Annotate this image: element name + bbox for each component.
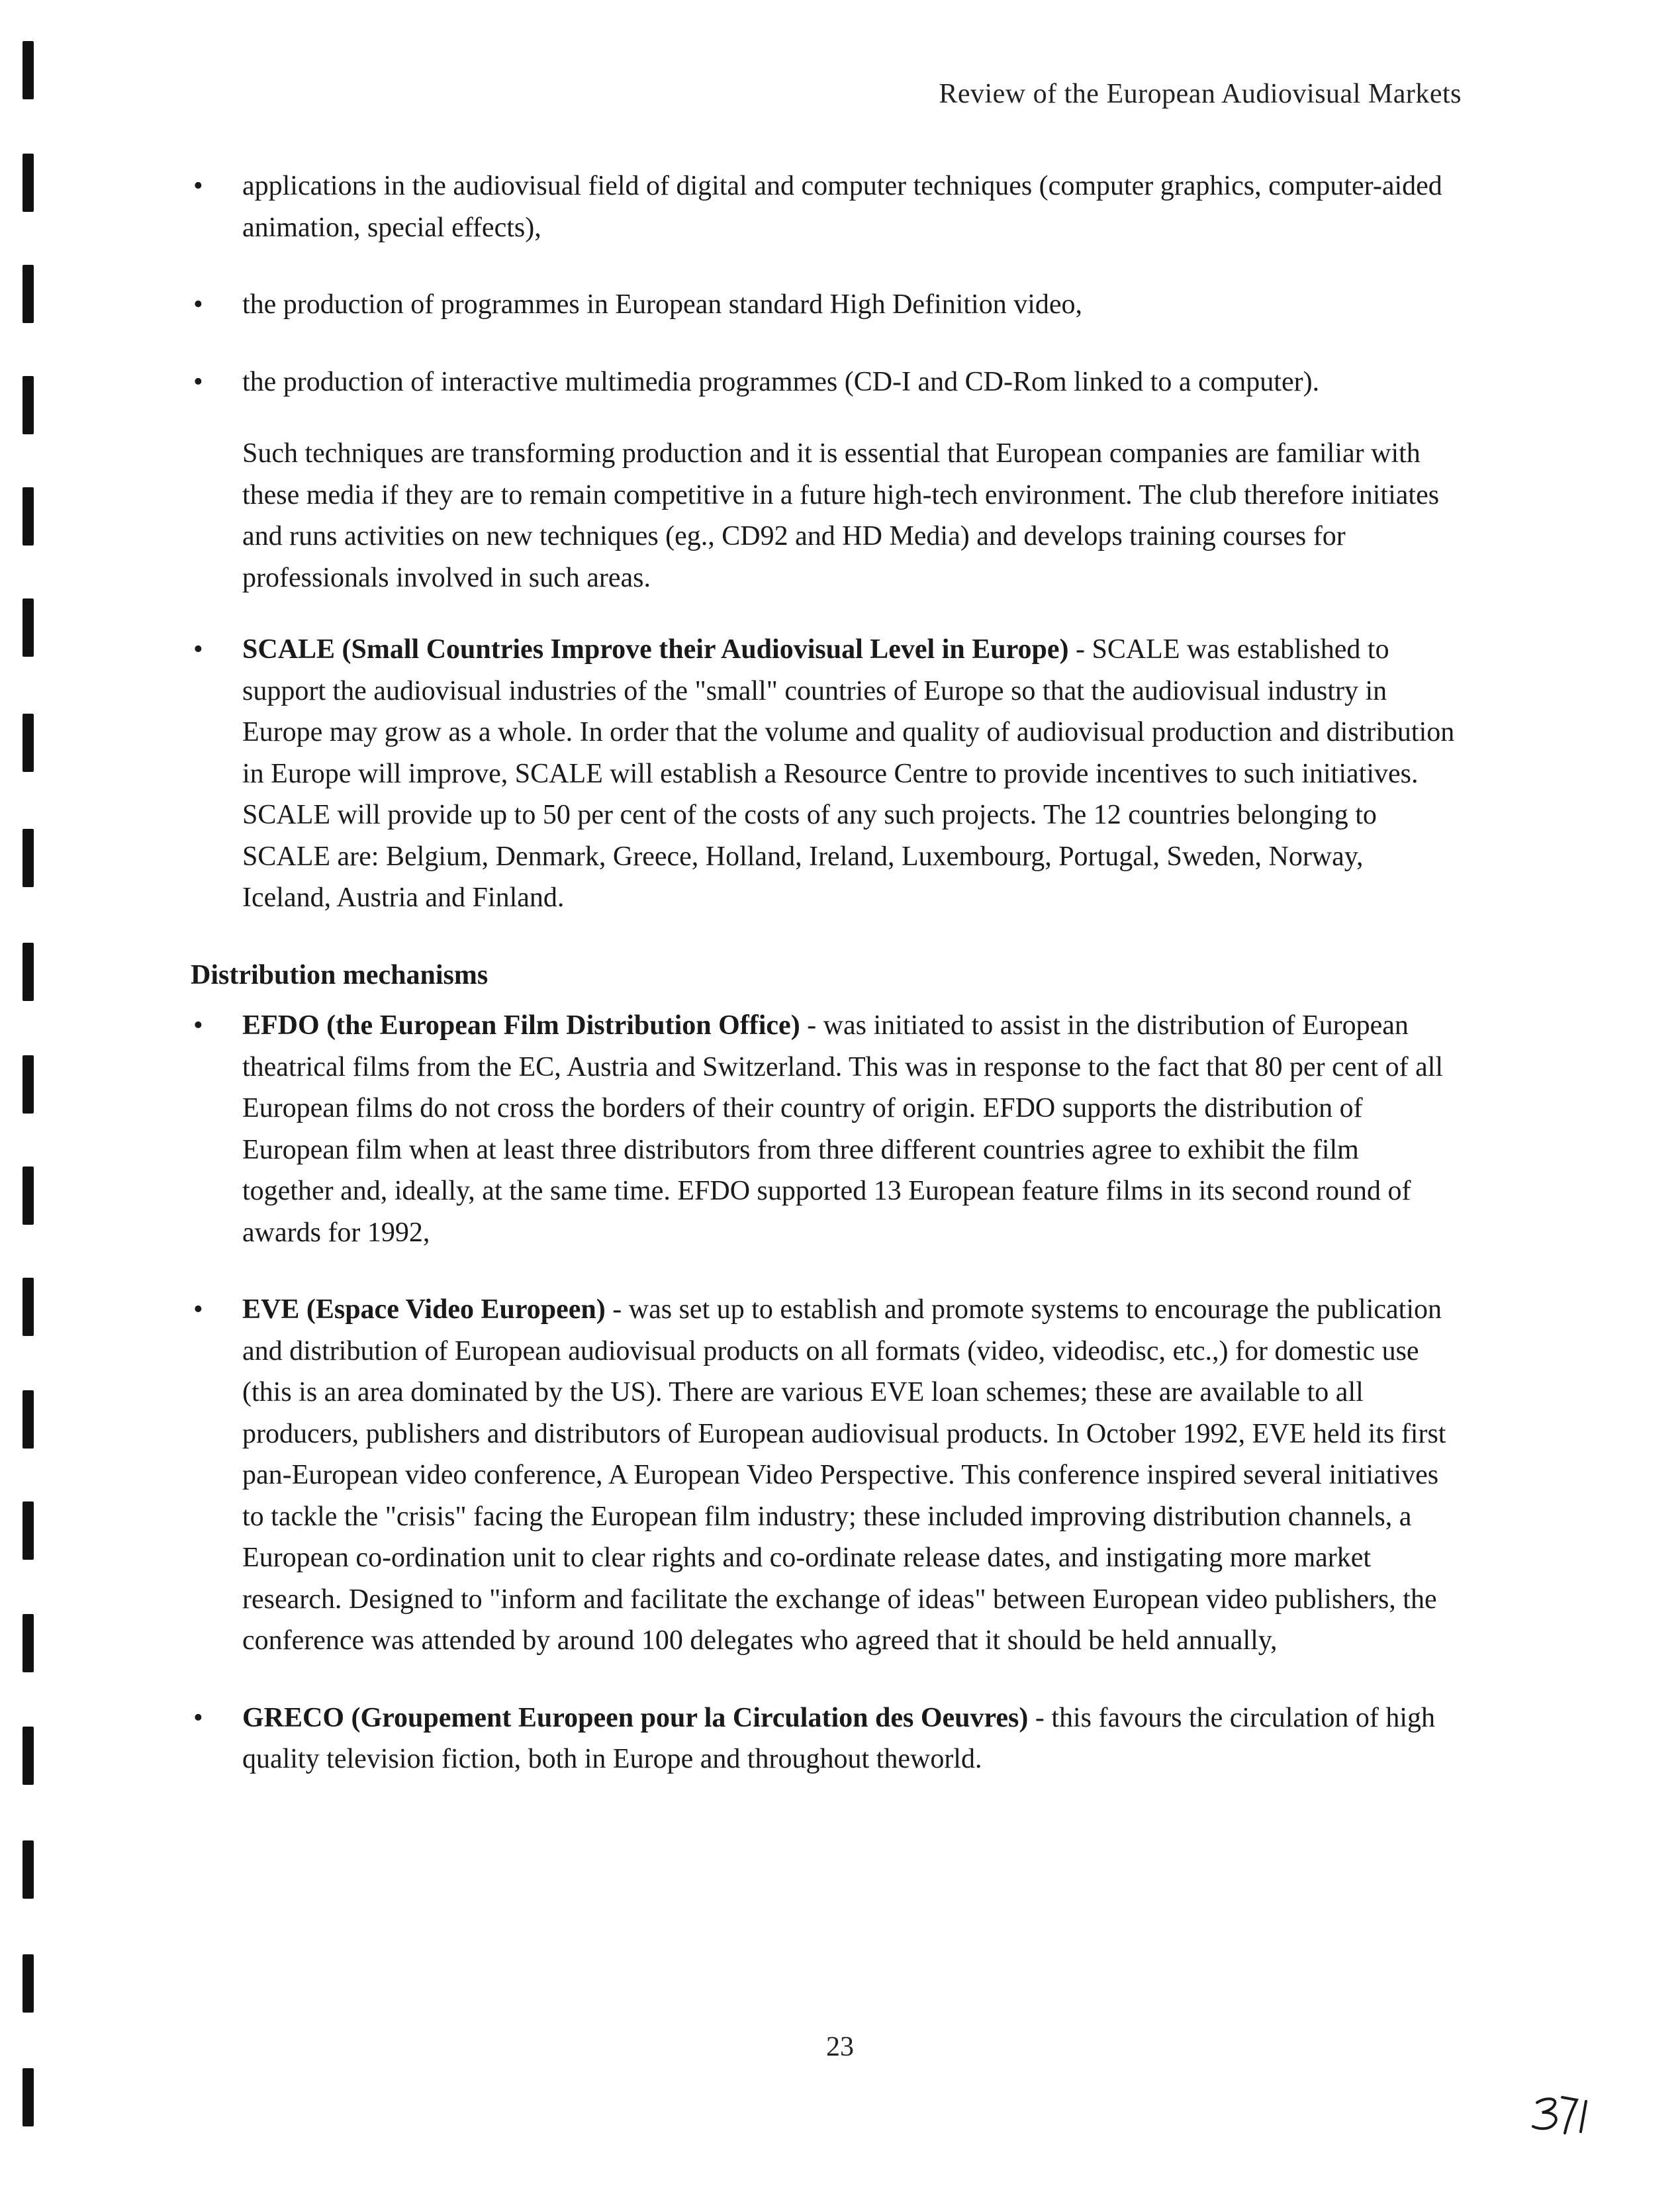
binding-mark [23,1501,34,1560]
list-item-text: applications in the audiovisual field of digital and computer techniques (computer graphics, computer-aided animation, special effects), [242,171,1442,243]
binding-mark [23,376,34,434]
binding-mark [23,1166,34,1225]
binding-mark [23,714,34,772]
binding-mark [23,1727,34,1785]
list-item-text: - SCALE was established to support the audiovisual industries of the "small" countries of Europe so that the audiovisual industry in Europe may grow as a whole. In order that the volume and quality of audiovisual production and distribution in Europe will improve, SCALE will establish a Resource Centre to provide incentives to such initiatives. SCALE will provide up to 50 per cent of the costs of any such projects. The 12 countries belonging to SCALE are: Belgium, Denmark, Greece, Holland, Ireland, Luxembourg, Portugal, Sweden, Norway, Iceland, Austria and Finland. [242,634,1455,913]
list-item [192,166,1456,248]
binding-mark [23,598,34,657]
bullet-marker: • [193,289,203,320]
binding-mark [23,2068,34,2126]
list-item-text: - was initiated to assist in the distribution of European theatrical films from the EC, Austria and Switzerland. This was in response to the fact that 80 per cent of all European films do not cross the borders of their country of origin. EFDO supports the distribution of European film when at least three distributors from three different countries agree to exhibit the film together and, ideally, at the same time. EFDO supported 13 European feature films in its second round of awards for 1992, [242,1010,1444,1248]
binding-mark [23,1840,34,1899]
handwritten-annotation [1528,2092,1601,2138]
list-item-efdo [192,1005,1456,1253]
list-item-greco [192,1697,1456,1780]
binding-mark [23,829,34,887]
binding-mark [23,1614,34,1672]
list-item-eve [192,1289,1456,1662]
bullet-marker: • [193,1010,203,1041]
list-item [192,361,1456,403]
page-number: 23 [826,2032,854,2062]
list-item [192,284,1456,326]
binding-mark [23,943,34,1001]
bullet-marker: • [193,1702,203,1733]
running-header: Review of the European Audiovisual Markets [939,79,1462,109]
list-item-lead: EFDO (the European Film Distribution Office) [242,1010,800,1041]
list-item-text: the production of programmes in European standard High Definition video, [242,289,1083,320]
binding-mark [23,1954,34,2013]
list-item-lead: GRECO (Groupement Europeen pour la Circulation des Oeuvres) [242,1702,1029,1733]
list-item-text: - this favours the circulation of high quality television fiction, both in Europe and throughout theworld. [242,1702,1436,1774]
bullet-marker: • [193,634,203,665]
bullet-marker: • [193,1294,203,1325]
bullet-marker: • [193,366,203,397]
binding-mark [23,265,34,323]
page-body [192,166,1456,1816]
binding-mark [23,41,34,99]
binding-mark [23,1278,34,1336]
list-item-lead: SCALE (Small Countries Improve their Audiovisual Level in Europe) [242,634,1069,665]
list-item-lead: EVE (Espace Video Europeen) [242,1294,606,1325]
binding-mark [23,487,34,546]
list-item-scale [192,629,1456,919]
body-paragraph: Such techniques are transforming production and it is essential that European companies are familiar with these media if they are to remain competitive in a future high-tech environment. The club therefore initiates and runs activities on new techniques (eg., CD92 and HD Media) and develops training courses for professionals involved in such areas. [242,438,1440,593]
section-heading: Distribution mechanisms [191,959,489,990]
list-item-text: - was set up to establish and promote systems to encourage the publication and distribution of European audiovisual products on all formats (video, videodisc, etc.,) for domestic use (this is an area dominated by the US). There are various EVE loan schemes; these are available to all producers, publishers and distributors of European audiovisual products. In October 1992, EVE held its first pan-European video conference, A European Video Perspective. This conference inspired several initiatives to tackle the "crisis" facing the European film industry; these included improving distribution channels, a European co-ordination unit to clear rights and co-ordinate release dates, and instigating more market research. Designed to "inform and facilitate the exchange of ideas" between European video publishers, the conference was attended by around 100 delegates who agreed that it should be held annually, [242,1294,1446,1656]
bullet-marker: • [193,171,203,201]
list-item-text: the production of interactive multimedia programmes (CD-I and CD-Rom linked to a computer). [242,366,1320,397]
binding-mark [23,154,34,212]
binding-mark [23,1390,34,1449]
binding-mark [23,1055,34,1114]
